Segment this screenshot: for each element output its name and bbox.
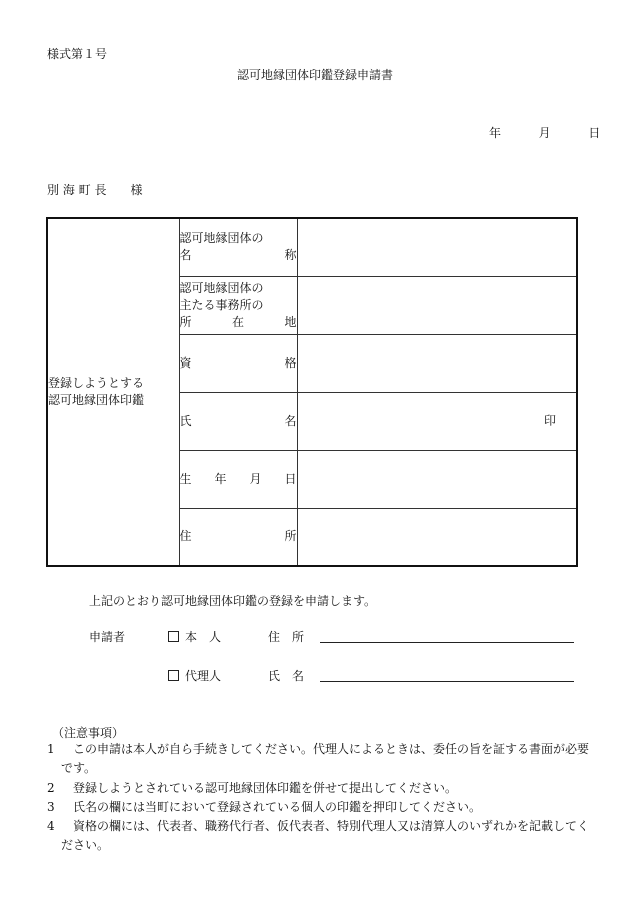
recipient: 別 海 町 長 様 bbox=[47, 183, 143, 197]
label-char: 月 bbox=[249, 471, 262, 486]
note-text: この申請は本人が自ら手続きしてください。代理人によるときは、委任の旨を証する書面が必要です。 bbox=[61, 742, 590, 775]
note-item bbox=[47, 779, 592, 798]
label-group-name bbox=[179, 218, 297, 276]
option-self[interactable] bbox=[168, 628, 221, 645]
name-label: 氏 名 bbox=[268, 669, 305, 683]
value-qualification[interactable] bbox=[297, 334, 577, 392]
note-item bbox=[47, 817, 592, 855]
label-char: 所 bbox=[284, 529, 297, 544]
date-month[interactable]: 月 bbox=[538, 126, 551, 140]
note-item bbox=[47, 798, 592, 817]
label-char: 格 bbox=[284, 355, 297, 370]
note-text: 登録しようとされている認可地縁団体印鑑を併せて提出してください。 bbox=[73, 781, 458, 795]
label-char: 年 bbox=[214, 471, 227, 486]
value-person-name[interactable] bbox=[297, 392, 577, 450]
label-char: 在 bbox=[231, 314, 244, 329]
note-number: 2 bbox=[47, 781, 55, 795]
table-row-name bbox=[47, 218, 577, 276]
label-spread bbox=[180, 247, 297, 264]
value-address[interactable] bbox=[297, 508, 577, 566]
label-char: 資 bbox=[179, 355, 192, 370]
label-char: 生 bbox=[179, 471, 192, 486]
label-char: 名 bbox=[179, 248, 192, 263]
label-char: 名 bbox=[284, 413, 297, 428]
registration-table bbox=[46, 217, 578, 567]
value-birthdate[interactable] bbox=[297, 450, 577, 508]
applicant-label: 申請者 bbox=[89, 630, 126, 644]
label-spread bbox=[180, 314, 297, 331]
label-office-address bbox=[179, 276, 297, 334]
label-char: 所 bbox=[179, 314, 192, 329]
form-number: 様式第１号 bbox=[47, 47, 108, 61]
label-birthdate bbox=[179, 450, 297, 508]
note-text: 資格の欄には、代表者、職務代行者、仮代表者、特別代理人又は清算人のいずれかを記載してください。 bbox=[61, 819, 590, 852]
declaration-text: 上記のとおり認可地縁団体印鑑の登録を申請します。 bbox=[89, 594, 377, 608]
label-line: 主たる事務所の bbox=[179, 297, 264, 312]
note-number: 3 bbox=[47, 800, 55, 814]
group-label-line1: 登録しようとする bbox=[48, 376, 145, 390]
name-input-line[interactable] bbox=[320, 681, 574, 682]
option-agent-label: 代理人 bbox=[185, 669, 222, 683]
address-label: 住 所 bbox=[268, 630, 305, 644]
label-char: 氏 bbox=[179, 413, 192, 428]
label-char: 住 bbox=[179, 529, 192, 544]
checkbox-agent[interactable] bbox=[168, 670, 179, 681]
option-self-label: 本 人 bbox=[185, 630, 222, 644]
value-office-address[interactable] bbox=[297, 276, 577, 334]
seal-mark: 印 bbox=[543, 413, 556, 428]
label-line: 認可地縁団体の bbox=[179, 231, 264, 246]
label-char: 称 bbox=[284, 248, 297, 263]
date-day[interactable]: 日 bbox=[588, 126, 601, 140]
label-line: 認可地縁団体の bbox=[179, 280, 264, 295]
note-number: 1 bbox=[47, 742, 55, 756]
label-char: 地 bbox=[284, 314, 297, 329]
note-number: 4 bbox=[47, 819, 55, 833]
note-text: 氏名の欄には当町において登録されている個人の印鑑を押印してください。 bbox=[73, 800, 482, 814]
note-item bbox=[47, 740, 592, 778]
group-label-line2: 認可地縁団体印鑑 bbox=[48, 393, 145, 407]
checkbox-self[interactable] bbox=[168, 631, 179, 642]
group-label-cell bbox=[47, 218, 179, 566]
notes-title: （注意事項） bbox=[52, 726, 125, 740]
address-input-line[interactable] bbox=[320, 642, 574, 643]
label-person-name bbox=[179, 392, 297, 450]
option-agent[interactable] bbox=[168, 667, 221, 684]
label-address bbox=[179, 508, 297, 566]
document-title: 認可地縁団体印鑑登録申請書 bbox=[236, 68, 393, 82]
label-char: 日 bbox=[284, 471, 297, 486]
value-group-name[interactable] bbox=[297, 218, 577, 276]
date-line bbox=[489, 124, 600, 141]
label-qualification bbox=[179, 334, 297, 392]
date-year[interactable]: 年 bbox=[489, 126, 502, 140]
